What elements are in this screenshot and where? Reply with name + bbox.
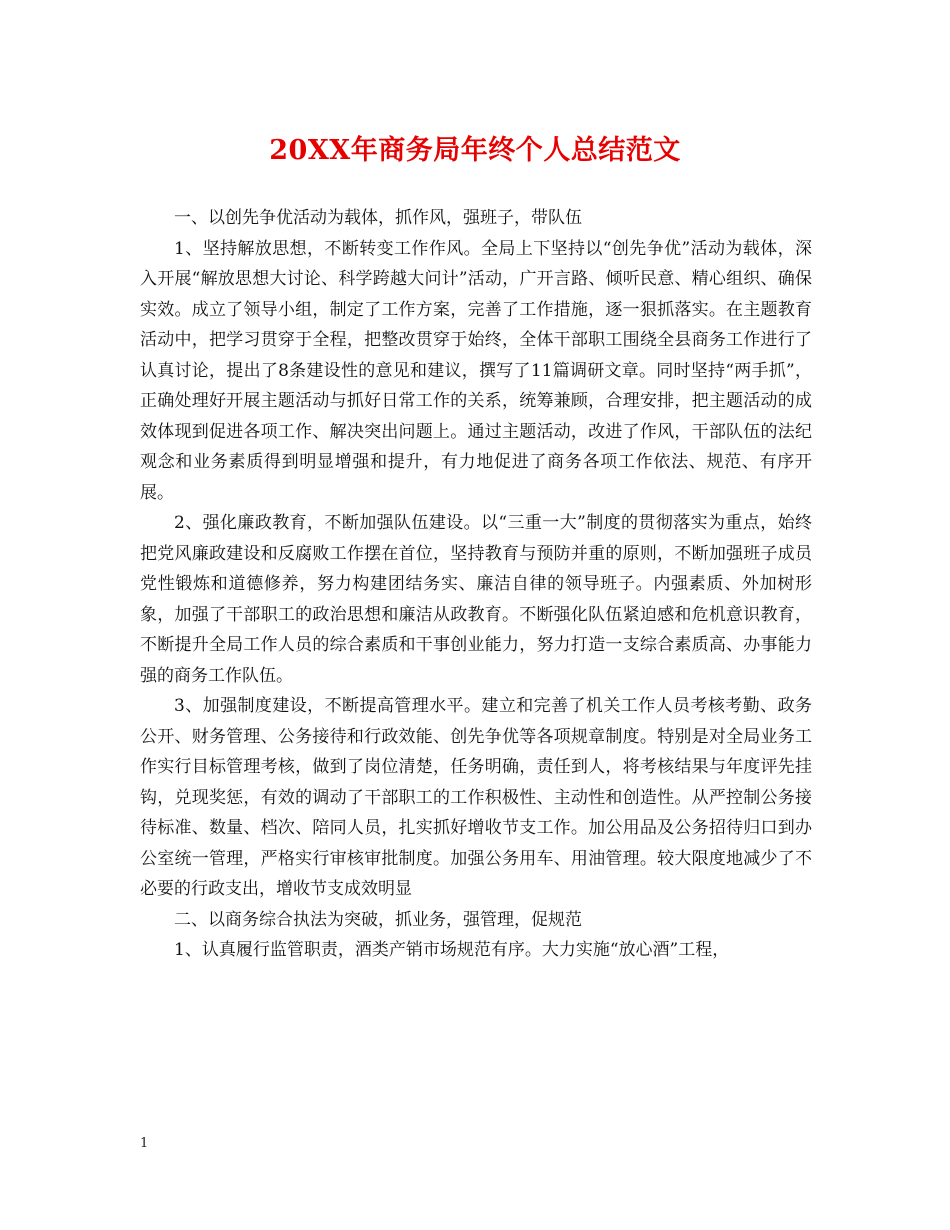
paragraph-2: 2、强化廉政教育，不断加强队伍建设。以“三重一大”制度的贯彻落实为重点，始终把党风廉政建设和反腐败工作摆在首位，坚持教育与预防并重的原则，不断加强班子成员党性锻炼和道德修养，努力构建团结务实、廉洁自律的领导班子。内强素质、外加树形象，加强了干部职工的政治思想和廉洁从政教育。不断强化队伍紧迫感和危机意识教育，不断提升全局工作人员的综合素质和干事创业能力，努力打造一支综合素质高、办事能力强的商务工作队伍。	[140, 513, 812, 686]
paragraph-3: 3、加强制度建设，不断提高管理水平。建立和完善了机关工作人员考核考勤、政务公开、财务管理、公务接待和行政效能、创先争优等各项规章制度。特别是对全局业务工作实行目标管理考核，做到了岗位清楚，任务明确，责任到人，将考核结果与年度评先挂钩，兑现奖惩，有效的调动了干部职工的工作积极性、主动性和创造性。从严控制公务接待标准、数量、档次、陪同人员，扎实抓好增收节支工作。加公用品及公务招待归口到办公室统一管理，严格实行审核审批制度。加强公务用车、用油管理。较大限度地减少了不必要的行政支出，增收节支成效明显	[140, 696, 812, 899]
paragraph-4: 1、认真履行监管职责，酒类产销市场规范有序。大力实施“放心酒”工程，	[174, 940, 730, 960]
section-heading-2: 二、以商务综合执法为突破，抓业务，强管理，促规范	[174, 909, 582, 930]
paragraph-1: 1、坚持解放思想，不断转变工作作风。全局上下坚持以“创先争优”活动为载体，深入开展“解放思想大讨论、科学跨越大问计”活动，广开言路、倾听民意、精心组织、确保实效。成立了领导小组，制定了工作方案，完善了工作措施，逐一狠抓落实。在主题教育活动中，把学习贯穿于全程，把整改贯穿于始终，全体干部职工围绕全县商务工作进行了认真讨论，提出了8条建设性的意见和建议，撰写了11篇调研文章。同时坚持“两手抓”，正确处理好开展主题活动与抓好日常工作的关系，统筹兼顾，合理安排，把主题活动的成效体现到促进各项工作、解决突出问题上。通过主题活动，改进了作风，干部队伍的法纪观念和业务素质得到明显增强和提升，有力地促进了商务各项工作依法、规范、有序开展。	[140, 238, 812, 503]
page-number: 1	[140, 1136, 149, 1151]
section-heading-1: 一、以创先争优活动为载体，抓作风，强班子，带队伍	[174, 208, 582, 228]
document-body	[140, 203, 812, 966]
document-title: 20XX年商务局年终个人总结范文	[269, 135, 681, 166]
